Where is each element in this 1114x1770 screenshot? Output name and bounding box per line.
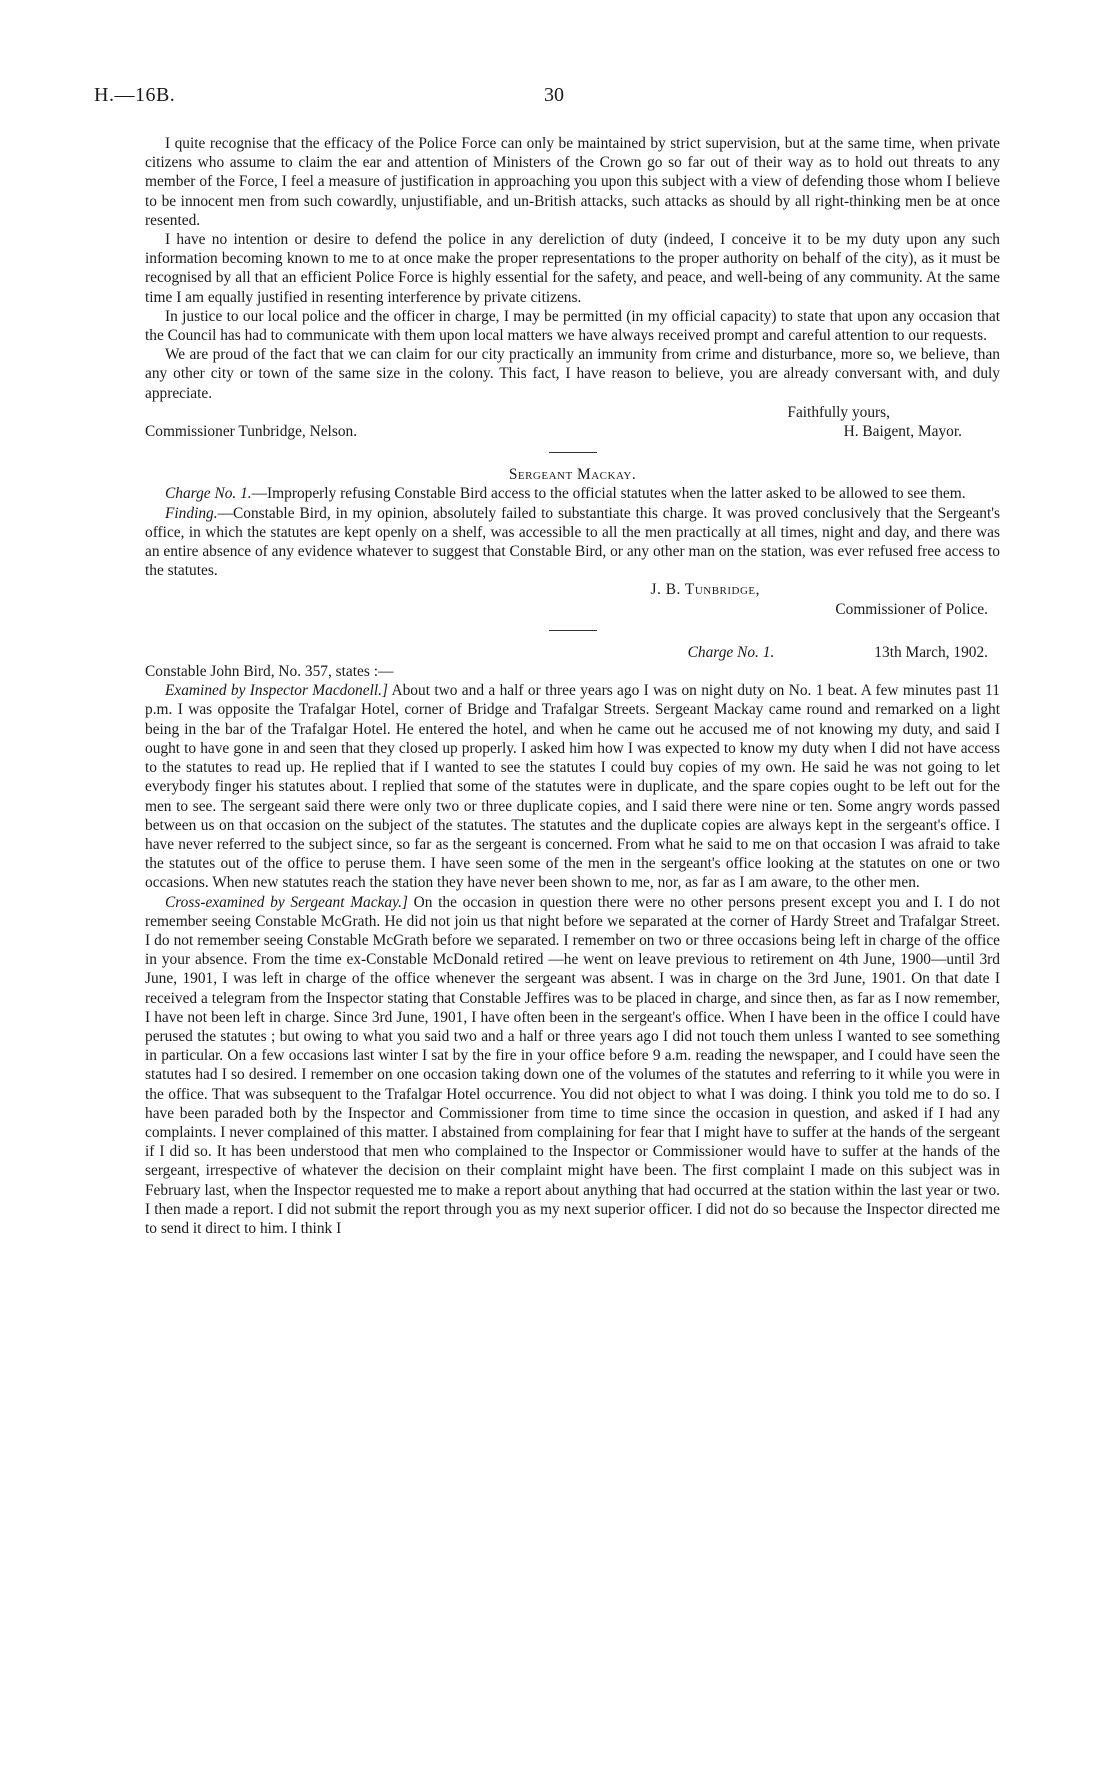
letter-paragraph: I have no intention or desire to defend the police in any dereliction of duty (indeed, I conceive it to be my duty upon any such information becoming known to me to at once make the proper representations to the proper authority on behalf of the city), as it must be recognised by all that an efficient Police Force is highly essential for the safety, and peace, and well-being of any community. At the same time I am equally justified in resenting interference by private citizens. (145, 231, 1000, 306)
letter-signature-line (145, 422, 1000, 441)
letter-paragraph: I quite recognise that the efficacy of the Police Force can only be maintained by strict supervision, but at the same time, when private citizens who assume to claim the ear and attention of Ministers of the Crown go so far out of their way as to hold out threats to any member of the Force, I feel a measure of justification in approaching you upon this subject with a view of defending those whom I believe to be innocent men from such cowardly, unjustifiable, and un-British attacks, such attacks as should by all right-thinking men be at once resented. (145, 135, 1000, 229)
examination-text: About two and a half or three years ago I was on night duty on No. 1 beat. A few minutes past 11 p.m. I was opposite the Trafalgar Hotel, corner of Bridge and Trafalgar Streets. Sergeant Mackay came round and remarked on a light being in the bar of the Trafalgar Hotel. He entered the hotel, and when he came out he accused me of not knowing my duty, and said I ought to have gone in and seen that they closed up properly. I asked him how I was expected to know my duty when I did not have access to the statutes to read up. He replied that if I wanted to see the statutes I could buy copies of my own. He said he was not going to let everybody finger his statutes about. I replied that some of the statutes were in duplicate, and the spare copies ought to be left out for the men to see. The sergeant said there were only two or three duplicate copies, and I said there were nine or ten. Some angry words passed between us on that occasion on the subject of the statutes. The statutes and the duplicate copies are always kept in the sergeant's office. I have never referred to the subject since, so far as the sergeant is concerned. From what he said to me on that occasion I was afraid to take the statutes out of the office to peruse them. I have seen some of the men in the sergeant's office looking at the statutes on one or two occasions. When new statutes reach the station they have never been shown to me, nor, as far as I am aware, to the other men. (145, 682, 1000, 892)
page-body (145, 134, 1000, 1238)
evidence-charge-label: Charge No. 1. (687, 643, 775, 661)
finding-signature-title: Commissioner of Police. (835, 600, 988, 618)
charge-label: Charge No. 1. (165, 485, 252, 503)
section-divider (549, 452, 597, 453)
finding-text: —Constable Bird, in my opinion, absolutely failed to substantiate this charge. It was proved conclusively that the Sergeant's office, in which the statutes are kept openly on a shelf, was accessible to all the men practically at all times, night and day, and there was an entire absence of any evidence whatever to suggest that Constable Bird, or any other man on the station, was ever refused free access to the statutes. (145, 504, 1000, 580)
cross-examination-label: Cross-examined by Sergeant Mackay.] (165, 893, 408, 911)
witness-line: Constable John Bird, No. 357, states :— (145, 663, 394, 681)
letter-signature: H. Baigent, Mayor. (843, 423, 962, 441)
letter-closing: Faithfully yours, (787, 403, 890, 421)
document-reference: H.—16B. (94, 84, 176, 106)
evidence-heading (145, 643, 1000, 662)
finding-signature: J. B. Tunbridge, (650, 581, 760, 599)
charge-paragraph (145, 484, 1000, 503)
finding-label: Finding. (165, 504, 218, 522)
cross-examination-text: On the occasion in question there were no other persons present except you and I. I do not remember seeing Constable McGrath. He did not join us that night before we separated at the corner of Hardy Street and Trafalgar Street. I do not remember seeing Constable McGrath before we separated. I remember on two or three occasions being left in charge of the office in your absence. From the time ex-Constable McDonald retired —he went on leave previous to retirement on 4th June, 1900—until 3rd June, 1901, I was left in charge of the office whenever the sergeant was absent. I was in charge on the 3rd June, 1901. On that date I received a telegram from the Inspector stating that Constable Jeffires was to be placed in charge, and since then, as far as I now remember, I have not been left in charge. Since 3rd June, 1901, I have often been in the sergeant's office. When I have been in the office I could have perused the statutes ; but owing to what you said two and a half or three years ago I did not touch them unless I wanted to see something in particular. On a few occasions last winter I sat by the fire in your office before 9 a.m. reading the newspaper, and I could have seen the statutes had I so desired. I remember on one occasion taking down one of the volumes of the statutes and referring to it while you were in the office. That was subsequent to the Trafalgar Hotel occurrence. You did not object to what I was doing. I think you told me to do so. I have been paraded both by the Inspector and Commissioner from time to time since the occasion in question, and asked if I had any complaints. I never complained of this matter. I abstained from complaining for fear that I might have to suffer at the hands of the sergeant if I did so. It has been understood that men who complained to the Inspector or Commissioner would have to suffer at the hands of the sergeant, irrespective of whatever the decision on their complaint might have been. The first complaint I made on this subject was in February last, when the Inspector requested me to make a report about anything that had occurred at the station within the last year or two. I then made a report. I did not submit the report through you as my next superior officer. I did not do so because the Inspector directed me to send it direct to him. I think I (145, 893, 1000, 1237)
section-divider (549, 630, 597, 631)
evidence-date: 13th March, 1902. (874, 643, 988, 661)
examination-paragraph (145, 681, 1000, 892)
finding-paragraph (145, 504, 1000, 581)
letter-addressee: Commissioner Tunbridge, Nelson. (145, 423, 358, 441)
letter-paragraph: We are proud of the fact that we can claim for our city practically an immunity from crime and disturbance, more so, we believe, than any other city or town of the same size in the colony. This fact, I have reason to believe, you are already conversant with, and duly appreciate. (145, 346, 1000, 402)
page-number: 30 (544, 84, 564, 106)
charge-text: —Improperly refusing Constable Bird access to the official statutes when the latter asked to be allowed to see them. (251, 485, 966, 503)
cross-examination-paragraph (145, 893, 1000, 1239)
letter-paragraph: In justice to our local police and the officer in charge, I may be permitted (in my official capacity) to state that upon any occasion that the Council has had to communicate with them upon local matters we have always received prompt and careful attention to our requests. (145, 307, 1000, 345)
examination-label: Examined by Inspector Macdonell.] (165, 682, 388, 700)
section-title: Sergeant Mackay. (508, 466, 637, 484)
